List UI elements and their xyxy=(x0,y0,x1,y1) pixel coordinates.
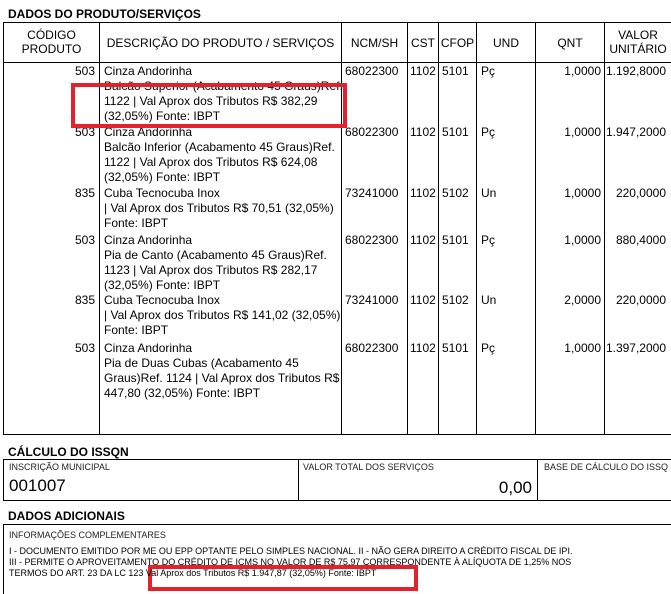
adicionais-top-border xyxy=(3,524,671,525)
descricao-line: Fonte: IBPT xyxy=(104,216,169,230)
descricao-line: Cinza Andorinha xyxy=(104,64,193,78)
issqn-divider xyxy=(3,459,4,501)
descricao-line: 1123 | Val Aprox dos Tributos R$ 282,17 xyxy=(104,263,318,277)
cell-und: Un xyxy=(481,293,497,307)
col-divider xyxy=(438,22,439,435)
base-calculo-label: BASE DE CÁLCULO DO ISSQ xyxy=(544,462,669,472)
cell-ncm: 73241000 xyxy=(345,293,399,307)
cell-descricao xyxy=(104,186,334,231)
cell-und: Un xyxy=(481,186,497,200)
cell-und: Pç xyxy=(481,125,496,139)
cell-und: Pç xyxy=(481,233,496,247)
cell-valor: 880,4000 xyxy=(615,233,666,247)
cell-valor: 1.397,2000 xyxy=(605,341,666,355)
cell-descricao xyxy=(104,341,339,401)
header-cfop: CFOP xyxy=(440,36,475,50)
descricao-line: 1122 | Val Aprox dos Tributos R$ 624,08 xyxy=(104,155,318,169)
issqn-section-title: CÁLCULO DO ISSQN xyxy=(8,445,129,459)
descricao-line: Pia de Canto (Acabamento 45 Graus)Ref. xyxy=(104,248,327,262)
descricao-line: Cuba Tecnocuba Inox xyxy=(104,293,220,307)
header-qnt: QNT xyxy=(557,36,583,50)
cell-qnt: 2,0000 xyxy=(564,293,601,307)
issqn-divider xyxy=(298,459,299,501)
cell-cfop: 5101 xyxy=(442,64,469,78)
descricao-line: (32,05%) Fonte: IBPT xyxy=(104,109,221,123)
col-divider xyxy=(535,22,536,435)
cell-valor: 1.192,8000 xyxy=(605,64,666,78)
cell-descricao xyxy=(104,125,335,185)
cell-cfop: 5102 xyxy=(442,293,469,307)
descricao-line: | Val Aprox dos Tributos R$ 141,02 (32,05%) xyxy=(104,308,341,322)
header-valor xyxy=(605,28,671,56)
cell-qnt: 1,0000 xyxy=(564,125,601,139)
cell-codigo: 835 xyxy=(74,293,95,307)
valor-total-label: VALOR TOTAL DOS SERVIÇOS xyxy=(303,462,434,472)
cell-codigo: 835 xyxy=(74,186,95,200)
cell-qnt: 1,0000 xyxy=(564,186,601,200)
cell-qnt: 1,0000 xyxy=(564,64,601,78)
info-line: TERMOS DO ART. 23 DA LC 123 Val Aprox dos Tributos R$ 1.947,87 (32,05%) Fonte: IBPT xyxy=(9,568,377,578)
adicionais-divider xyxy=(3,524,4,594)
inscricao-value: 001007 xyxy=(9,476,66,495)
cell-ncm: 68022300 xyxy=(345,341,399,355)
cell-cfop: 5102 xyxy=(442,186,469,200)
cell-codigo: 503 xyxy=(74,125,95,139)
descricao-line: Cuba Tecnocuba Inox xyxy=(104,186,220,200)
header-descricao: DESCRIÇÃO DO PRODUTO / SERVIÇOS xyxy=(106,36,335,50)
descricao-line: Pia de Duas Cubas (Acabamento 45 xyxy=(104,356,299,370)
cell-cfop: 5101 xyxy=(442,125,469,139)
col-divider xyxy=(3,22,4,435)
header-valor-line1: VALOR xyxy=(618,28,658,42)
cell-cst: 1102 xyxy=(410,64,436,78)
col-divider xyxy=(407,22,408,435)
descricao-line: 1122 | Val Aprox dos Tributos R$ 382,29 xyxy=(104,94,318,108)
col-divider xyxy=(476,22,477,435)
cell-ncm: 68022300 xyxy=(345,125,399,139)
table-header-border xyxy=(3,62,671,63)
header-cst: CST xyxy=(411,36,435,50)
info-line: III - PERMITE O APROVEITAMENTO DO CRÉDITO DE ICMS NO VALOR DE R$ 75,97 CORRESPONDENTE À ALÍQUOTA DE 1,25% NOS xyxy=(9,557,572,567)
cell-und: Pç xyxy=(481,64,496,78)
descricao-line: Cinza Andorinha xyxy=(104,125,193,139)
valor-total-value: 0,00 xyxy=(498,478,532,497)
cell-valor: 1.947,2000 xyxy=(605,125,666,139)
table-bottom-border xyxy=(3,434,671,435)
cell-ncm: 73241000 xyxy=(345,186,399,200)
cell-cst: 1102 xyxy=(410,125,436,139)
cell-valor: 220,0000 xyxy=(615,293,666,307)
cell-cst: 1102 xyxy=(410,186,436,200)
descricao-line: Cinza Andorinha xyxy=(104,233,193,247)
cell-codigo: 503 xyxy=(74,233,95,247)
cell-descricao xyxy=(104,293,340,338)
col-divider xyxy=(604,22,605,435)
cell-qnt: 1,0000 xyxy=(564,341,601,355)
descricao-line: Cinza Andorinha xyxy=(104,341,193,355)
cell-cfop: 5101 xyxy=(442,233,469,247)
cell-codigo: 503 xyxy=(74,341,95,355)
produtos-section-title: DADOS DO PRODUTO/SERVIÇOS xyxy=(8,7,201,21)
descricao-line: Balcão Superior (Acabamento 45 Graus)Ref. xyxy=(104,79,343,93)
cell-valor: 220,0000 xyxy=(615,186,666,200)
inscricao-label: INSCRIÇÃO MUNICIPAL xyxy=(9,462,110,472)
issqn-top-border xyxy=(3,459,671,460)
cell-ncm: 68022300 xyxy=(345,64,399,78)
header-codigo-line1: CÓDIGO xyxy=(27,28,76,42)
descricao-line: Graus)Ref. 1124 | Val Aprox dos Tributos R$ xyxy=(104,371,340,385)
descricao-line: (32,05%) Fonte: IBPT xyxy=(104,278,221,292)
header-codigo-line2: PRODUTO xyxy=(21,42,82,56)
cell-cst: 1102 xyxy=(410,233,436,247)
descricao-line: Fonte: IBPT xyxy=(104,323,169,337)
table-top-border xyxy=(3,22,671,23)
header-codigo xyxy=(4,28,99,56)
cell-und: Pç xyxy=(481,341,496,355)
cell-codigo: 503 xyxy=(74,64,95,78)
issqn-bottom-border xyxy=(3,500,671,501)
cell-cfop: 5101 xyxy=(442,341,469,355)
cell-descricao xyxy=(104,233,327,293)
cell-cst: 1102 xyxy=(410,341,436,355)
cell-ncm: 68022300 xyxy=(345,233,399,247)
descricao-line: | Val Aprox dos Tributos R$ 70,51 (32,05%) xyxy=(104,201,334,215)
header-und: UND xyxy=(493,36,519,50)
cell-cst: 1102 xyxy=(410,293,436,307)
cell-qnt: 1,0000 xyxy=(564,233,601,247)
header-valor-line2: UNITÁRIO xyxy=(609,42,667,56)
highlight-box xyxy=(71,83,347,128)
info-complementares-label: INFORMAÇÕES COMPLEMENTARES xyxy=(9,530,166,540)
descricao-line: 447,80 (32,05%) Fonte: IBPT xyxy=(104,386,261,400)
descricao-line: Balcão Inferior (Acabamento 45 Graus)Ref. xyxy=(104,140,335,154)
info-line: I - DOCUMENTO EMITIDO POR ME OU EPP OPTANTE PELO SIMPLES NACIONAL. II - NÃO GERA DIREITO A CRÉDITO FISCAL DE IPI. xyxy=(9,546,573,556)
adicionais-section-title: DADOS ADICIONAIS xyxy=(8,509,125,523)
header-ncm: NCM/SH xyxy=(350,36,399,50)
issqn-divider xyxy=(537,459,538,501)
descricao-line: (32,05%) Fonte: IBPT xyxy=(104,170,221,184)
